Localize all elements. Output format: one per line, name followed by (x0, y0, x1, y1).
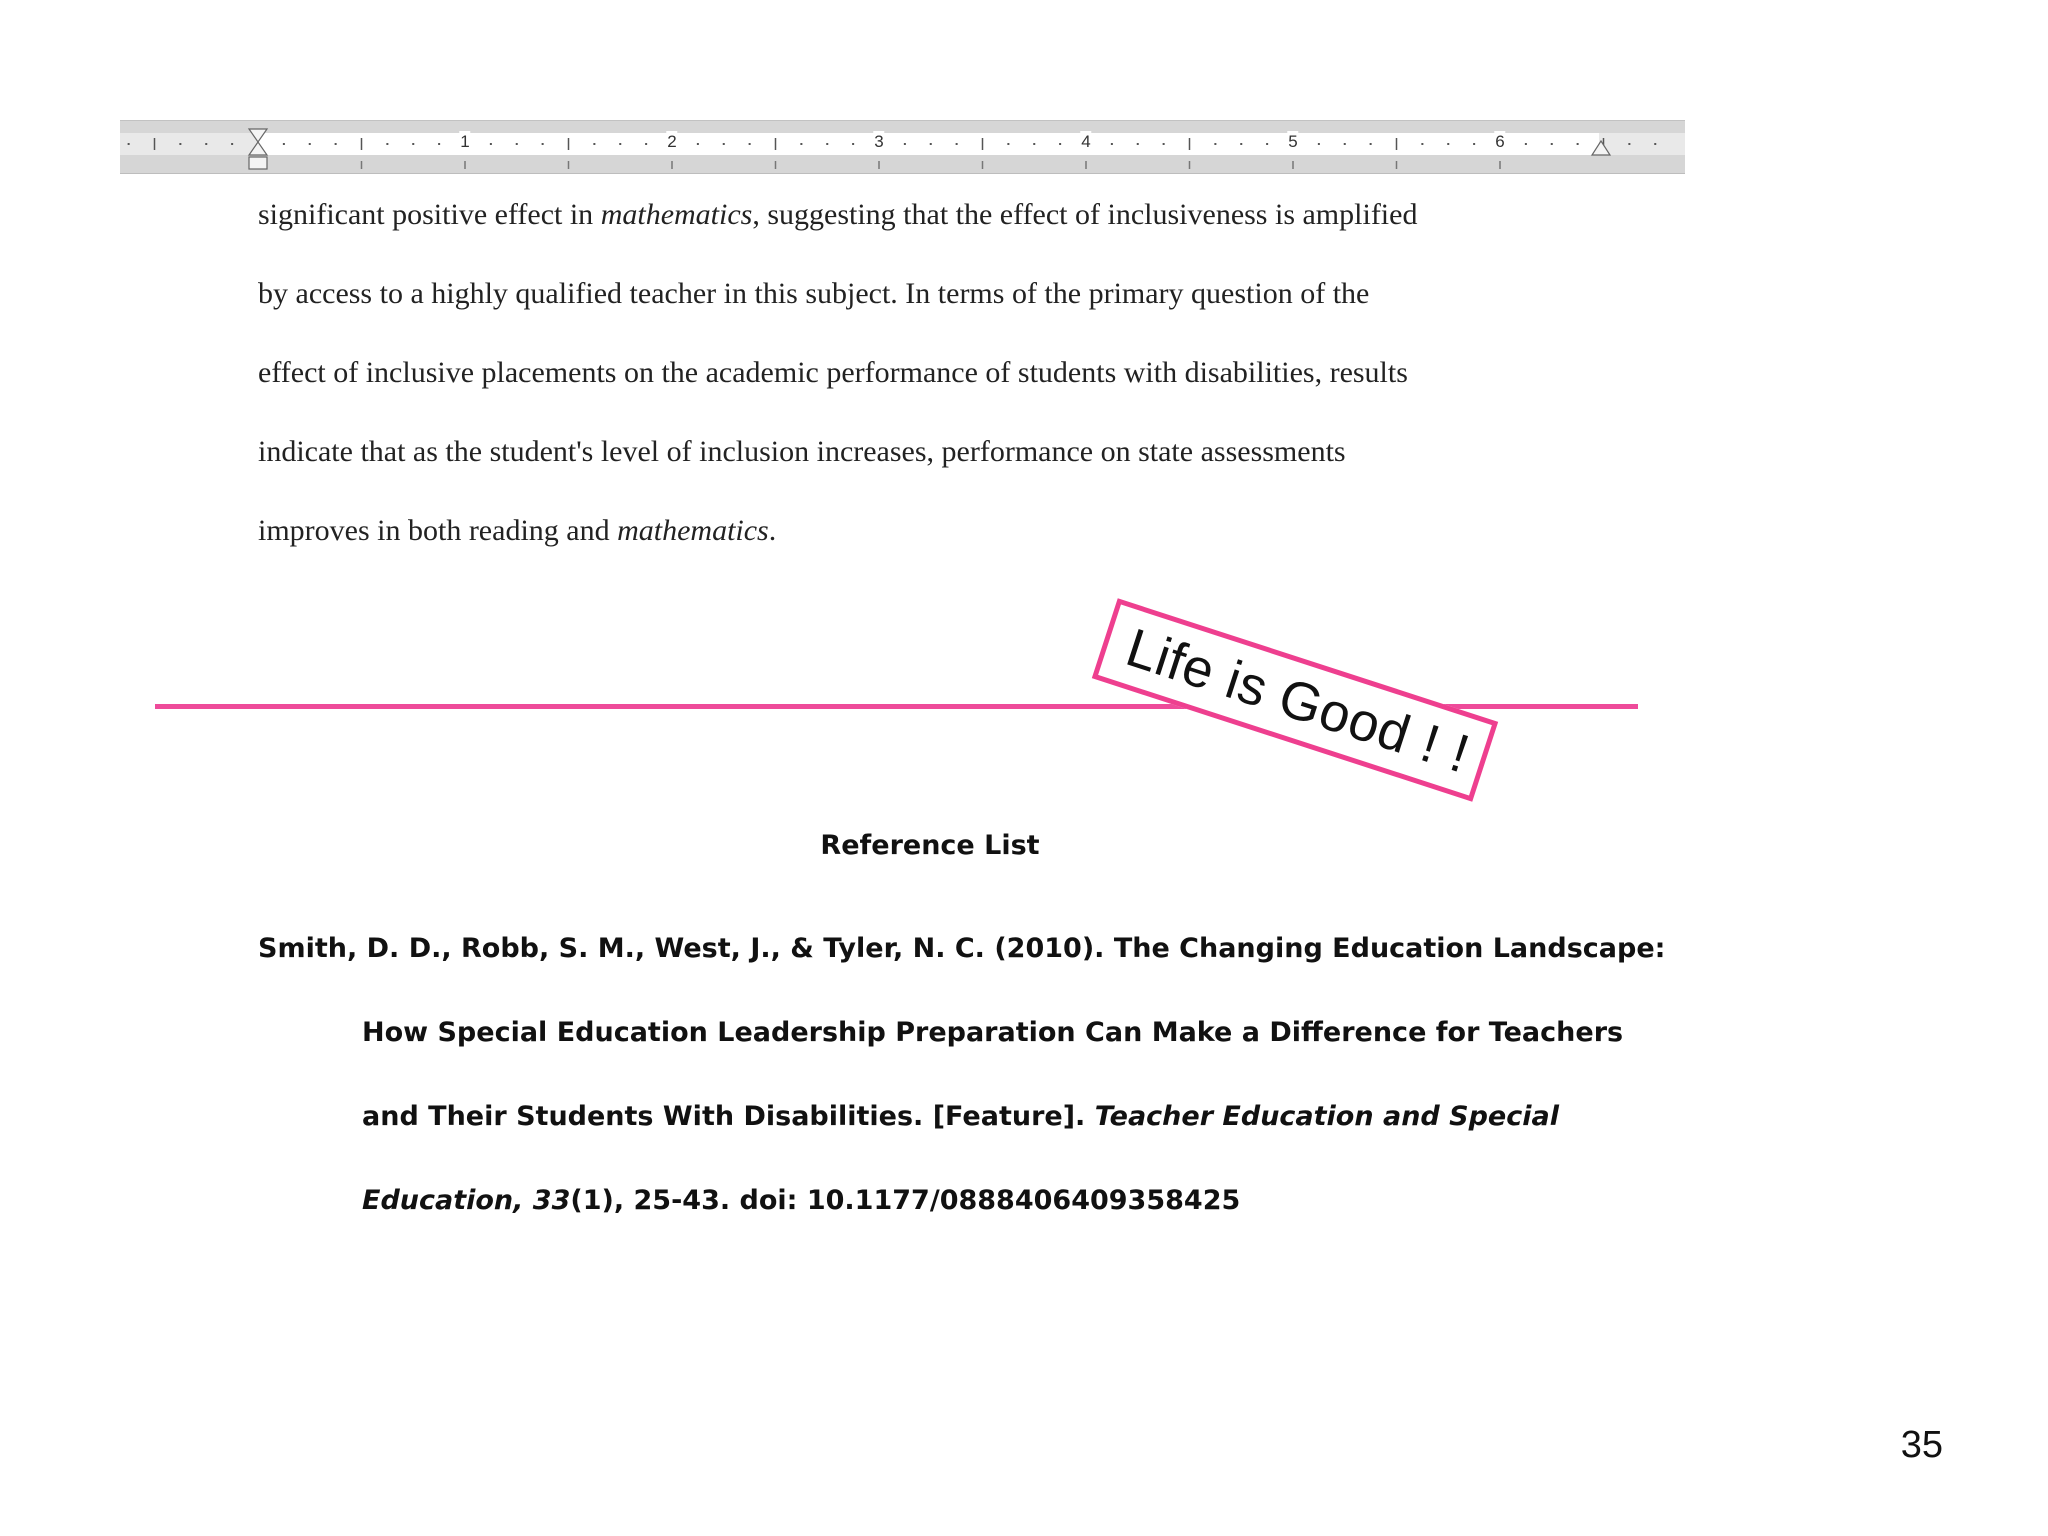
ruler-dot (1266, 143, 1268, 145)
reference-list-heading: Reference List (820, 830, 1040, 861)
ruler-number-1: 1 (460, 132, 470, 151)
ruler-dot (516, 143, 518, 145)
ruler-dot (1007, 143, 1009, 145)
ruler-dot (1163, 143, 1165, 145)
paragraph-line-2: by access to a highly qualified teacher in this subject. In terms of the primary question of the (258, 277, 1370, 310)
right-indent-marker[interactable] (1592, 141, 1610, 155)
ruler-dot (904, 143, 906, 145)
ruler-dot (593, 143, 595, 145)
ruler-dot (645, 143, 647, 145)
ruler-dot (1473, 143, 1475, 145)
reference-line-4: Education, 33(1), 25-43. doi: 10.1177/0888406409358425 (362, 1185, 1241, 1216)
paragraph-line-3: effect of inclusive placements on the academic performance of students with disabilities, results (258, 356, 1408, 389)
ruler-number-2: 2 (667, 132, 677, 151)
ruler-dot (723, 143, 725, 145)
ruler-dot (1447, 143, 1449, 145)
ruler-dot (956, 143, 958, 145)
ruler-dot (1628, 143, 1630, 145)
reference-line-3: and Their Students With Disabilities. [Feature]. Teacher Education and Special (362, 1101, 1559, 1132)
ruler-number-6: 6 (1495, 132, 1505, 151)
ruler-dot (283, 143, 285, 145)
ruler-dot (231, 143, 233, 145)
ruler-ticks (120, 121, 1685, 173)
reference-line-1: Smith, D. D., Robb, S. M., West, J., & Tyler, N. C. (2010). The Changing Education Landscape: (258, 933, 1666, 964)
ruler-number-3: 3 (874, 132, 884, 151)
document-ruler[interactable] (120, 120, 1685, 174)
ruler-dot (438, 143, 440, 145)
ruler-dot (1240, 143, 1242, 145)
paragraph-line-1: significant positive effect in mathematics, suggesting that the effect of inclusiveness is amplified (258, 198, 1418, 231)
ruler-dot (1214, 143, 1216, 145)
stamp-text: Life is Good ! ! (1119, 617, 1477, 785)
slide-number: 35 (1900, 1424, 1943, 1466)
ruler-dot (335, 143, 337, 145)
ruler-dot (1318, 143, 1320, 145)
ruler-dot (930, 143, 932, 145)
ruler-dot (179, 143, 181, 145)
ruler-dot (1577, 143, 1579, 145)
ruler-dot (826, 143, 828, 145)
ruler-dot (386, 143, 388, 145)
ruler-number-4: 4 (1081, 132, 1091, 151)
reference-line-2: How Special Education Leadership Preparation Can Make a Difference for Teachers (362, 1017, 1624, 1048)
ruler-dot (1551, 143, 1553, 145)
paragraph-line-4: indicate that as the student's level of inclusion increases, performance on state assessments (258, 435, 1346, 468)
ruler-dot (1654, 143, 1656, 145)
left-indent-marker[interactable] (249, 129, 267, 155)
life-is-good-stamp[interactable] (1092, 598, 1498, 801)
ruler-dot (412, 143, 414, 145)
ruler-dot (205, 143, 207, 145)
ruler-dot (1344, 143, 1346, 145)
ruler-dot (1111, 143, 1113, 145)
ruler-number-5: 5 (1288, 132, 1298, 151)
body-paragraph (258, 190, 1608, 585)
ruler-dot (490, 143, 492, 145)
ruler-dot (697, 143, 699, 145)
ruler-dot (749, 143, 751, 145)
ruler-dot (542, 143, 544, 145)
ruler-dot (1525, 143, 1527, 145)
ruler-dot (1059, 143, 1061, 145)
paragraph-line-5: improves in both reading and mathematics. (258, 514, 777, 547)
ruler-dot (1033, 143, 1035, 145)
reference-entry (258, 920, 1666, 1256)
ruler-dot (1370, 143, 1372, 145)
ruler-dot (128, 143, 130, 145)
ruler-dot (852, 143, 854, 145)
ruler-dot (619, 143, 621, 145)
ruler-dot (1137, 143, 1139, 145)
ruler-dot (1421, 143, 1423, 145)
left-indent-box[interactable] (249, 157, 267, 169)
ruler-dot (800, 143, 802, 145)
ruler-dot (309, 143, 311, 145)
